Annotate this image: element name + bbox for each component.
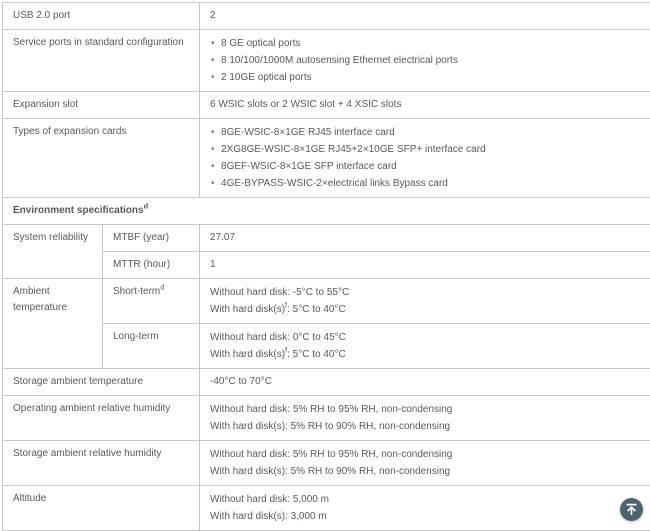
spec-value-line: Without hard disk: 5% RH to 95% RH, non-condensing — [210, 446, 643, 463]
spec-value — [200, 441, 650, 486]
spec-list-item: • 2 10GE optical ports — [210, 69, 643, 86]
table-row-service-ports — [3, 30, 650, 92]
spec-value-line: Without hard disk: 5% RH to 95% RH, non-condensing — [210, 401, 643, 418]
section-header-label: Environment specifications — [13, 205, 144, 216]
arrow-up-to-line-icon — [625, 503, 638, 516]
spec-value — [200, 324, 650, 369]
spec-value — [200, 119, 650, 198]
spec-label: Types of expansion cards — [3, 119, 200, 198]
spec-value-line: Without hard disk: 0°C to 45°C — [210, 329, 643, 346]
spec-value-line: Without hard disk: -5°C to 55°C — [210, 284, 643, 301]
spec-group-label: System reliability — [3, 225, 103, 279]
spec-value-line: With hard disk(s): 5% RH to 90% RH, non-condensing — [210, 418, 643, 435]
spec-label: Altitude — [3, 486, 200, 531]
table-row-storage-humidity — [3, 441, 650, 486]
spec-sublabel: MTBF (year) — [103, 225, 200, 252]
table-row-expansion-cards — [3, 119, 650, 198]
spec-list — [210, 35, 643, 86]
spec-label: USB 2.0 port — [3, 3, 200, 30]
spec-value — [200, 279, 650, 324]
spec-table — [2, 2, 650, 531]
spec-label: Service ports in standard configuration — [3, 30, 200, 92]
spec-value-line: With hard disk(s): 5% RH to 90% RH, non-condensing — [210, 463, 643, 480]
spec-value-line: With hard $disk(s)^f$: 5°C to 40°C — [210, 346, 643, 363]
spec-sublabel-text: Short-term — [113, 286, 160, 297]
spec-list-item: • 8 10/100/1000M autosensing Ethernet electrical ports — [210, 52, 643, 69]
table-row-expansion-slot — [3, 92, 650, 119]
footnote-ref: d — [160, 283, 164, 292]
table-row-ambient-short-term — [3, 279, 650, 324]
spec-sublabel: Long-term — [103, 324, 200, 369]
spec-value-line: With hard disk(s): 3,000 m — [210, 508, 643, 525]
spec-value: -40°C to 70°C — [200, 369, 650, 396]
spec-value: 1 — [200, 252, 650, 279]
spec-list-item: • 8GE-WSIC-8×1GE RJ45 interface card — [210, 124, 643, 141]
spec-value-line: Without hard disk: 5,000 m — [210, 491, 643, 508]
spec-value-line: With hard $disk(s)^f$: 5°C to 40°C — [210, 301, 643, 318]
spec-list-item: • 8 GE optical ports — [210, 35, 643, 52]
footnote-ref: f — [285, 301, 287, 310]
spec-value: 27.07 — [200, 225, 650, 252]
spec-list-item: • 8GEF-WSIC-8×1GE SFP interface card — [210, 158, 643, 175]
spec-label: Storage ambient relative humidity — [3, 441, 200, 486]
table-row-altitude — [3, 486, 650, 531]
section-header — [3, 198, 650, 225]
spec-value — [200, 30, 650, 92]
spec-sublabel: MTTR (hour) — [103, 252, 200, 279]
spec-value: 2 — [200, 3, 650, 30]
spec-value — [200, 396, 650, 441]
table-row-environment-header — [3, 198, 650, 225]
footnote-ref: d — [144, 202, 149, 211]
spec-list — [210, 124, 643, 192]
table-row-mtbf — [3, 225, 650, 252]
spec-sublabel — [103, 279, 200, 324]
footnote-ref: f — [285, 346, 287, 355]
table-row-usb-port — [3, 3, 650, 30]
spec-label: Operating ambient relative humidity — [3, 396, 200, 441]
table-row-operating-humidity — [3, 396, 650, 441]
spec-label: Expansion slot — [3, 92, 200, 119]
spec-value: 6 WSIC slots or 2 WSIC slot + 4 XSIC slots — [200, 92, 650, 119]
spec-label: Storage ambient temperature — [3, 369, 200, 396]
spec-list-item: • 2XG8GE-WSIC-8×1GE RJ45+2×10GE SFP+ interface card — [210, 141, 643, 158]
spec-value — [200, 486, 650, 531]
table-row-storage-temperature — [3, 369, 650, 396]
spec-list-item: • 4GE-BYPASS-WSIC-2×electrical links Bypass card — [210, 175, 643, 192]
back-to-top-button[interactable] — [620, 498, 643, 521]
spec-group-label: Ambient temperature — [3, 279, 103, 369]
